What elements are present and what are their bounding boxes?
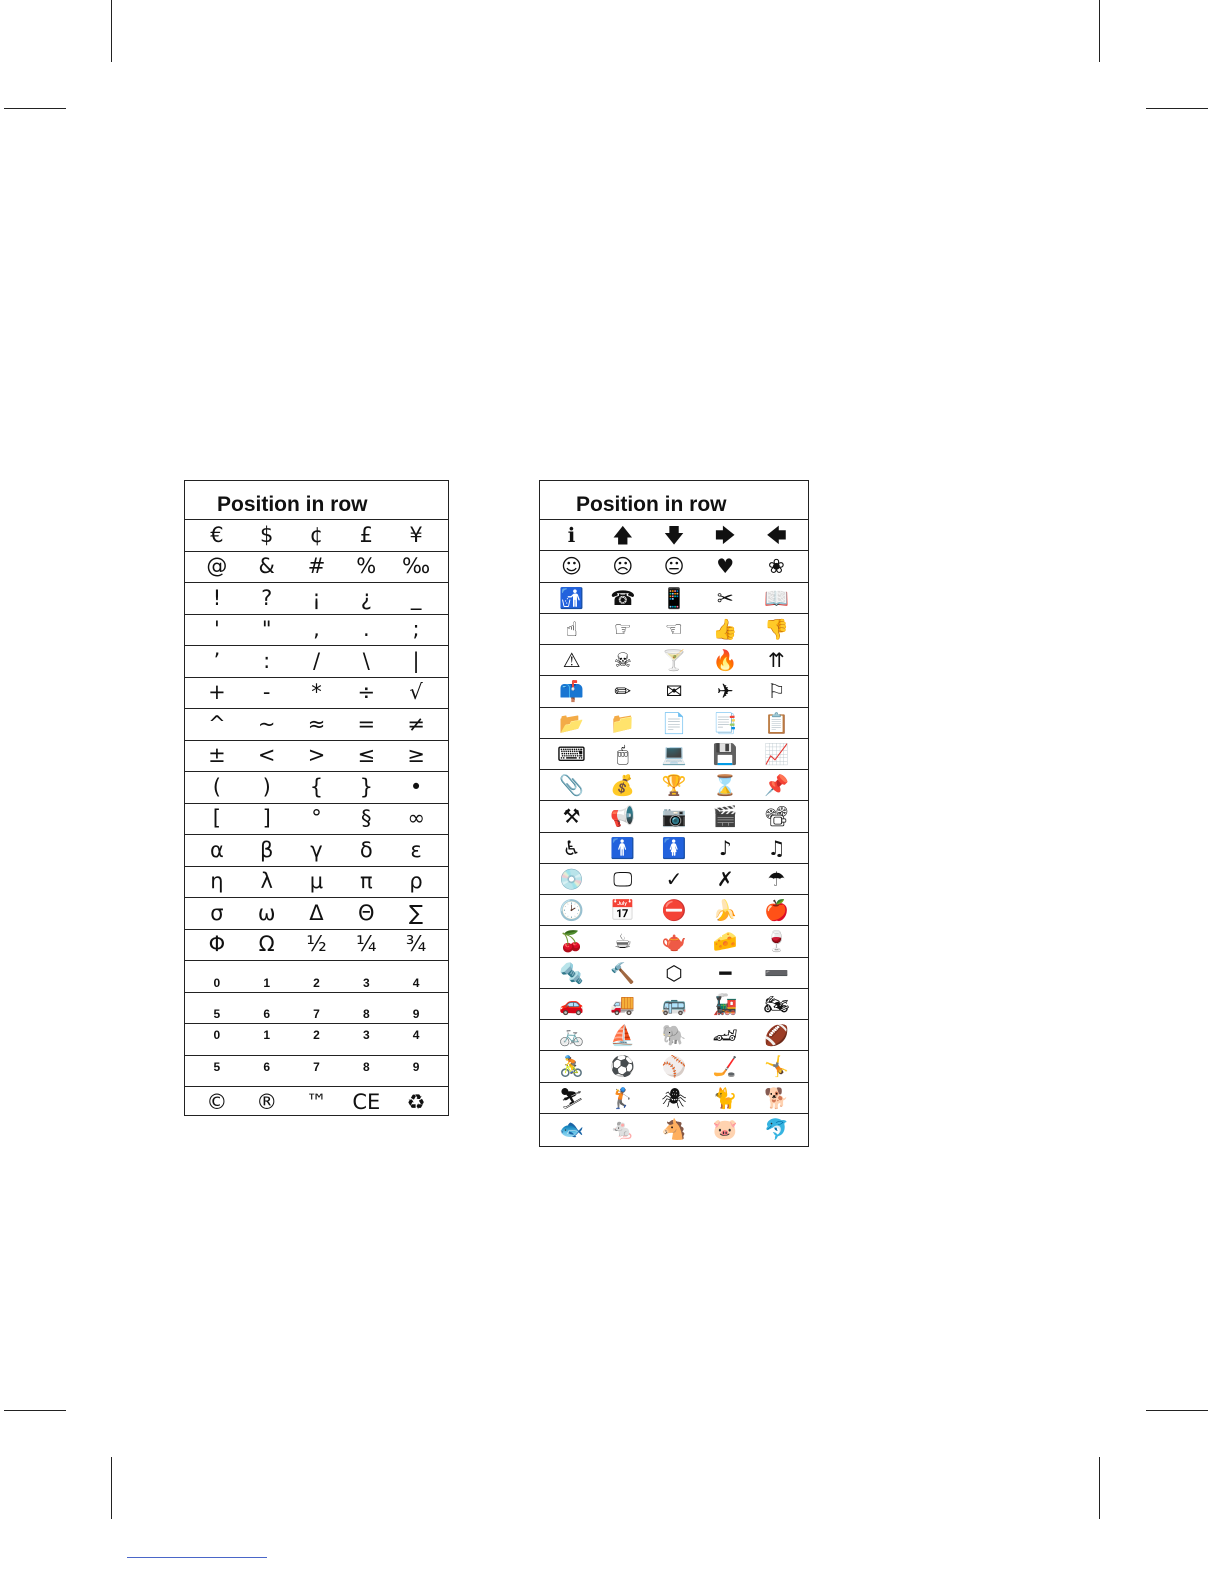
truck-icon: 🚚 bbox=[610, 991, 636, 1016]
skull-crossbones-icon: ☠ bbox=[613, 648, 632, 673]
symbol-cell: ¥ bbox=[409, 522, 423, 547]
race-car-icon: 🏎 bbox=[712, 1023, 738, 1048]
document-icon: 📄 bbox=[661, 710, 687, 735]
symbol-cell: μ bbox=[309, 869, 324, 894]
telephone-icon: ☎ bbox=[610, 585, 636, 610]
sailboat-icon: ⛵ bbox=[610, 1023, 636, 1048]
keyboard-icon: ⌨ bbox=[557, 741, 587, 766]
arrow-up-icon: 🡅 bbox=[612, 523, 634, 548]
flag-icon: ⚐ bbox=[767, 679, 786, 704]
table-row bbox=[540, 1083, 808, 1114]
cyclist-icon: 🚴 bbox=[559, 1054, 585, 1079]
symbol-cell: , bbox=[313, 617, 320, 642]
symbol-cell: ? bbox=[261, 585, 273, 610]
symbol-cell: ¿ bbox=[360, 585, 372, 610]
crop-mark-bottom-right bbox=[1099, 1457, 1100, 1519]
symbol-cell: ÷ bbox=[357, 680, 376, 705]
symbol-cell: ≈ bbox=[307, 711, 326, 736]
symbol-cell: 4 bbox=[412, 1028, 420, 1042]
no-entry-icon: ⛔ bbox=[661, 898, 687, 923]
teapot-icon: 🫖 bbox=[661, 929, 687, 954]
car-icon: 🚗 bbox=[559, 991, 585, 1016]
table-row bbox=[540, 614, 808, 645]
symbol-cell: } bbox=[359, 774, 373, 799]
symbol-cell: 2 bbox=[313, 1028, 320, 1042]
table-row bbox=[185, 898, 448, 930]
symbol-cell: & bbox=[258, 554, 275, 579]
skier-icon: ⛷ bbox=[558, 1085, 585, 1110]
symbol-cell: % bbox=[356, 554, 377, 579]
symbol-cell: π bbox=[359, 869, 373, 894]
table-row bbox=[185, 993, 448, 1025]
symbol-cell: λ bbox=[260, 869, 273, 894]
table-body bbox=[540, 520, 808, 1145]
symbol-cell: € bbox=[210, 522, 224, 547]
symbol-cell: ¡ bbox=[312, 585, 321, 610]
soccer-ball-icon: ⚽ bbox=[610, 1054, 636, 1079]
cheese-icon: 🧀 bbox=[712, 929, 738, 954]
table-row bbox=[540, 770, 808, 801]
table-row bbox=[185, 709, 448, 741]
thumbs-up-icon: 👍 bbox=[712, 616, 738, 641]
cross-mark-icon: ✗ bbox=[716, 866, 734, 891]
pig-icon: 🐷 bbox=[712, 1117, 738, 1142]
motorcycle-icon: 🏍 bbox=[763, 991, 790, 1016]
table-row bbox=[185, 835, 448, 867]
umbrella-icon: ☂ bbox=[767, 866, 786, 891]
symbol-cell: 9 bbox=[412, 1007, 420, 1021]
table-row bbox=[185, 615, 448, 647]
symbol-cell: ± bbox=[208, 743, 226, 768]
mailbox-icon: 📫 bbox=[559, 679, 585, 704]
apple-icon: 🍎 bbox=[763, 898, 789, 923]
table-body bbox=[185, 520, 448, 1119]
symbol-cell: £ bbox=[359, 522, 373, 547]
fish-icon: 🐟 bbox=[559, 1117, 585, 1142]
table-row bbox=[540, 958, 808, 989]
crop-mark-right-bottom bbox=[1146, 1410, 1208, 1411]
golfer-icon: 🏌 bbox=[610, 1085, 636, 1110]
scissors-icon: ✂ bbox=[716, 585, 734, 610]
symbol-cell: 5 bbox=[213, 1059, 221, 1074]
symbol-cell: 8 bbox=[362, 1007, 370, 1021]
symbol-cell: • bbox=[409, 774, 423, 799]
trophy-icon: 🏆 bbox=[661, 773, 687, 798]
mouse-animal-icon: 🐁 bbox=[610, 1117, 636, 1142]
symbol-cell: / bbox=[312, 648, 321, 673]
arrow-left-icon: 🡄 bbox=[766, 523, 787, 548]
horse-icon: 🐴 bbox=[661, 1117, 687, 1142]
table-row bbox=[540, 1020, 808, 1051]
chart-icon: 📈 bbox=[763, 741, 789, 766]
symbols-table-right bbox=[539, 480, 809, 1147]
music-notes-icon: ♫ bbox=[767, 835, 786, 860]
thumbs-down-icon: 👎 bbox=[763, 616, 789, 641]
symbol-cell: ' bbox=[214, 617, 220, 642]
symbol-cell: ; bbox=[412, 617, 420, 642]
table-row bbox=[540, 864, 808, 895]
symbol-cell: 6 bbox=[263, 1059, 271, 1074]
symbol-cell: γ bbox=[310, 837, 323, 862]
baseball-icon: ⚾ bbox=[661, 1054, 687, 1079]
envelope-icon: ✉ bbox=[665, 679, 683, 704]
symbol-cell: ε bbox=[410, 837, 422, 862]
symbol-cell: _ bbox=[410, 585, 422, 610]
crop-mark-top-left bbox=[111, 0, 112, 62]
open-book-icon: 📖 bbox=[763, 585, 789, 610]
table-row bbox=[185, 1087, 448, 1119]
woman-icon: 🚺 bbox=[661, 835, 687, 860]
symbol-cell: [ bbox=[212, 806, 221, 831]
arrow-right-icon: 🡆 bbox=[714, 523, 736, 548]
bolt-icon: 🔨 bbox=[610, 960, 636, 985]
symbol-cell: + bbox=[208, 680, 226, 705]
money-bag-icon: 💰 bbox=[610, 773, 636, 798]
train-icon: 🚂 bbox=[712, 991, 738, 1016]
symbol-cell: * bbox=[311, 680, 322, 705]
banana-icon: 🍌 bbox=[712, 898, 738, 923]
table-header: Position in row bbox=[185, 481, 448, 520]
symbol-cell: 8 bbox=[362, 1059, 370, 1074]
table-row bbox=[185, 552, 448, 584]
paperclip-icon: 📎 bbox=[559, 773, 585, 798]
neutral-face-icon: 😐 bbox=[663, 554, 685, 579]
symbol-cell: \ bbox=[362, 648, 370, 673]
table-row bbox=[540, 895, 808, 926]
symbols-table-left bbox=[184, 480, 449, 1116]
heart-icon: ♥ bbox=[716, 554, 735, 579]
bus-icon: 🚌 bbox=[661, 991, 687, 1016]
film-projector-icon: 📽 bbox=[763, 804, 790, 829]
pencil-icon: ✏ bbox=[614, 679, 632, 704]
music-note-icon: ♪ bbox=[718, 835, 732, 860]
symbol-cell: # bbox=[307, 554, 326, 579]
elephant-icon: 🐘 bbox=[661, 1023, 687, 1048]
footer-rule bbox=[127, 1557, 267, 1558]
table-row bbox=[540, 833, 808, 864]
cat-icon: 🐈 bbox=[712, 1085, 738, 1110]
symbol-cell: 7 bbox=[313, 1007, 320, 1021]
symbol-cell: ∞ bbox=[407, 806, 425, 831]
symbol-cell: Θ bbox=[358, 900, 375, 925]
table-row bbox=[185, 772, 448, 804]
symbol-cell: α bbox=[209, 837, 224, 862]
pushpin-icon: 📌 bbox=[763, 773, 789, 798]
symbol-cell: = bbox=[357, 711, 376, 736]
symbol-cell: 4 bbox=[412, 975, 420, 990]
mobile-phone-icon: 📱 bbox=[661, 585, 687, 610]
symbol-cell: ω bbox=[257, 900, 276, 925]
spider-icon: 🕷 bbox=[661, 1085, 687, 1110]
symbol-cell: | bbox=[412, 648, 420, 673]
crop-mark-left-top bbox=[4, 108, 66, 109]
symbol-cell: √ bbox=[409, 680, 423, 705]
floppy-disk-icon: 💾 bbox=[712, 741, 738, 766]
symbol-cell: - bbox=[262, 680, 271, 705]
calendar-icon: 📅 bbox=[610, 898, 636, 923]
dolphin-icon: 🐬 bbox=[763, 1117, 789, 1142]
symbol-cell: ® bbox=[256, 1090, 278, 1115]
cd-icon: 💿 bbox=[559, 866, 585, 891]
table-row bbox=[540, 926, 808, 957]
hex-nut-icon: ⬡ bbox=[665, 960, 683, 985]
clapperboard-icon: 🎬 bbox=[712, 804, 738, 829]
table-row bbox=[540, 676, 808, 707]
symbol-cell: ♻ bbox=[406, 1090, 426, 1115]
coffee-cup-icon: ☕ bbox=[613, 929, 632, 954]
symbol-cell: $ bbox=[260, 522, 274, 547]
tools-icon: ⚒ bbox=[562, 804, 581, 829]
symbol-cell: ¾ bbox=[405, 932, 427, 957]
symbol-cell: ≠ bbox=[407, 711, 425, 736]
crop-mark-right-top bbox=[1146, 108, 1208, 109]
flammable-icon: 🔥 bbox=[712, 648, 738, 673]
table-row bbox=[185, 804, 448, 836]
symbol-cell: 1 bbox=[263, 975, 271, 990]
symbol-cell: { bbox=[309, 774, 324, 799]
symbol-cell: ≥ bbox=[407, 743, 425, 768]
symbol-cell: 5 bbox=[213, 1007, 221, 1021]
symbol-cell: ∑ bbox=[409, 900, 424, 925]
table-row bbox=[185, 961, 448, 993]
documents-icon: 📑 bbox=[712, 710, 738, 735]
clock-icon: 🕑 bbox=[559, 898, 585, 923]
symbol-cell: ¼ bbox=[356, 932, 377, 957]
open-folder-icon: 📂 bbox=[559, 710, 585, 735]
symbol-cell: 2 bbox=[313, 975, 320, 990]
point-left-icon: ☜ bbox=[665, 616, 683, 641]
point-right-icon: ☞ bbox=[613, 616, 632, 641]
symbol-cell: 7 bbox=[313, 1059, 320, 1074]
symbol-cell: β bbox=[259, 837, 274, 862]
table-row bbox=[540, 645, 808, 676]
symbol-cell: . bbox=[362, 617, 370, 642]
table-header: Position in row bbox=[540, 481, 808, 520]
symbol-cell: ≤ bbox=[357, 743, 376, 768]
check-mark-icon: ✓ bbox=[665, 866, 683, 891]
table-row bbox=[540, 1051, 808, 1082]
flower-icon: ❀ bbox=[768, 554, 785, 579]
symbol-cell: ] bbox=[262, 806, 271, 831]
litter-bin-icon: 🚮 bbox=[559, 585, 585, 610]
table-row bbox=[185, 646, 448, 678]
symbol-cell: ~ bbox=[257, 711, 276, 736]
monitor-icon: 🖵 bbox=[613, 866, 633, 891]
symbol-cell: ρ bbox=[409, 869, 423, 894]
symbol-cell: 6 bbox=[263, 1007, 271, 1021]
airplane-icon: ✈ bbox=[716, 679, 734, 704]
table-row bbox=[540, 551, 808, 582]
symbol-cell: ‰ bbox=[401, 554, 431, 579]
hourglass-icon: ⌛ bbox=[712, 773, 738, 798]
gymnast-icon: 🤸 bbox=[763, 1054, 789, 1079]
table-row bbox=[185, 520, 448, 552]
table-row bbox=[185, 678, 448, 710]
crop-mark-top-right bbox=[1099, 0, 1100, 62]
info-icon: ℹ bbox=[567, 523, 576, 548]
symbol-cell: CE bbox=[352, 1090, 381, 1115]
symbol-cell: Ω bbox=[258, 932, 275, 957]
table-row bbox=[185, 583, 448, 615]
rod-icon: ━ bbox=[719, 960, 732, 985]
nail-icon: ➖ bbox=[763, 960, 789, 985]
table-row bbox=[185, 930, 448, 962]
football-icon: 🏈 bbox=[763, 1023, 789, 1048]
wheelchair-icon: ♿ bbox=[562, 835, 581, 860]
table-row bbox=[185, 1024, 448, 1056]
symbol-cell: " bbox=[261, 617, 272, 642]
fragile-glass-icon: 🍸 bbox=[661, 648, 687, 673]
symbol-cell: η bbox=[210, 869, 224, 894]
symbol-cell: : bbox=[263, 648, 271, 673]
symbol-cell: Δ bbox=[309, 900, 324, 925]
cherries-icon: 🍒 bbox=[559, 929, 585, 954]
symbol-cell: σ bbox=[210, 900, 224, 925]
this-way-up-icon: ⇈ bbox=[768, 648, 785, 673]
symbol-cell: ) bbox=[262, 774, 271, 799]
symbol-cell: ½ bbox=[306, 932, 327, 957]
symbol-cell: ° bbox=[311, 806, 322, 831]
symbol-cell: ^ bbox=[208, 711, 226, 736]
dog-icon: 🐕 bbox=[763, 1085, 789, 1110]
folder-icon: 📁 bbox=[610, 710, 636, 735]
table-row bbox=[540, 520, 808, 551]
megaphone-icon: 📢 bbox=[610, 804, 636, 829]
table-row bbox=[185, 741, 448, 773]
hockey-icon: 🏒 bbox=[712, 1054, 738, 1079]
table-row bbox=[185, 867, 448, 899]
table-row bbox=[185, 1056, 448, 1088]
symbol-cell: ’ bbox=[213, 648, 221, 673]
table-row bbox=[540, 739, 808, 770]
arrow-down-icon: 🡇 bbox=[663, 523, 685, 548]
table-row bbox=[540, 583, 808, 614]
filing-cabinet-icon: 📋 bbox=[763, 710, 789, 735]
crop-mark-bottom-left bbox=[111, 1457, 112, 1519]
symbol-cell: ¢ bbox=[309, 522, 324, 547]
symbol-cell: § bbox=[361, 806, 372, 831]
symbol-cell: ! bbox=[212, 585, 222, 610]
symbol-cell: 9 bbox=[412, 1059, 420, 1074]
camera-icon: 📷 bbox=[661, 804, 687, 829]
symbol-cell: ™ bbox=[305, 1090, 327, 1115]
man-icon: 🚹 bbox=[610, 835, 636, 860]
symbol-cell: 3 bbox=[362, 975, 370, 990]
table-row bbox=[540, 989, 808, 1020]
symbol-cell: 3 bbox=[362, 1028, 370, 1042]
symbol-cell: > bbox=[307, 743, 326, 768]
wine-bottle-glass-icon: 🍷 bbox=[763, 929, 789, 954]
table-row bbox=[540, 1114, 808, 1145]
bicycle-icon: 🚲 bbox=[559, 1023, 585, 1048]
table-row bbox=[540, 801, 808, 832]
sad-face-icon: ☹ bbox=[612, 554, 634, 579]
symbol-cell: 0 bbox=[213, 1028, 221, 1042]
warning-icon: ⚠ bbox=[562, 648, 581, 673]
point-up-icon: ☝ bbox=[565, 616, 578, 641]
symbol-cell: Φ bbox=[208, 932, 226, 957]
crop-mark-left-bottom bbox=[4, 1410, 66, 1411]
symbol-cell: ( bbox=[212, 774, 221, 799]
screw-icon: 🔩 bbox=[559, 960, 585, 985]
symbol-cell: δ bbox=[359, 837, 373, 862]
symbol-cell: < bbox=[257, 743, 276, 768]
mouse-icon: 🖱 bbox=[616, 741, 629, 766]
symbol-cell: © bbox=[206, 1090, 228, 1115]
symbol-cell: @ bbox=[206, 554, 228, 579]
smiley-icon: ☺ bbox=[561, 554, 583, 579]
table-row bbox=[540, 708, 808, 739]
laptop-icon: 💻 bbox=[661, 741, 687, 766]
symbol-cell: 1 bbox=[263, 1028, 271, 1042]
symbol-cell: 0 bbox=[213, 975, 221, 990]
